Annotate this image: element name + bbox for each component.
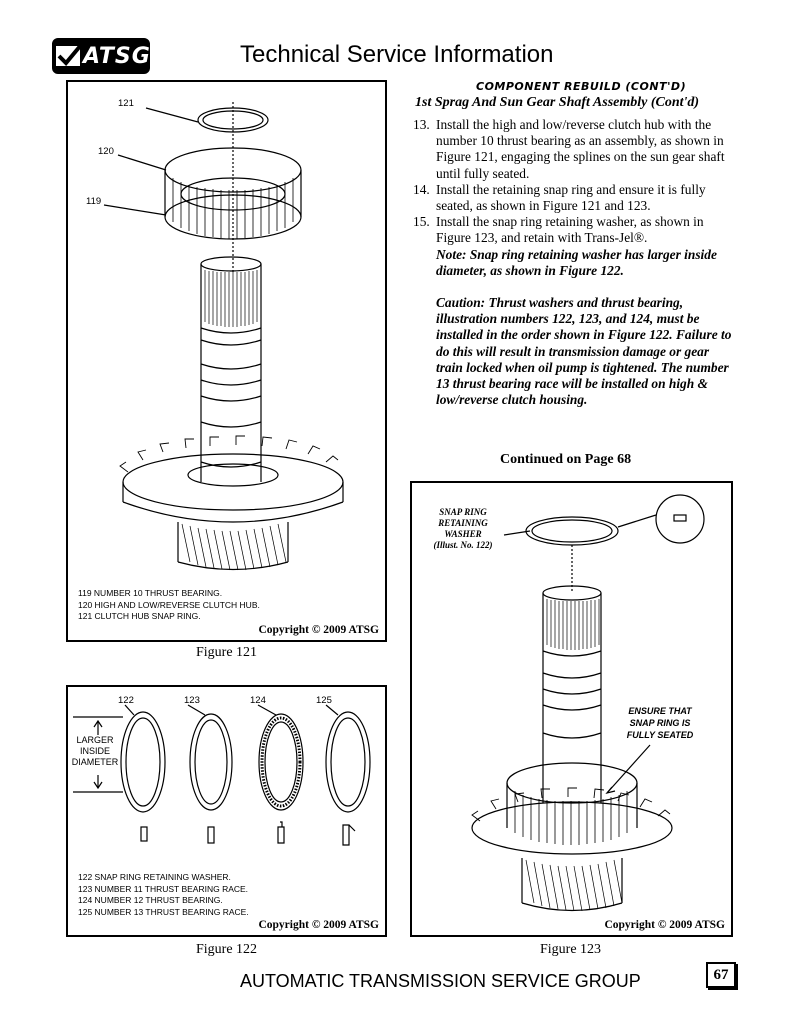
callout-121: 121: [118, 98, 134, 109]
copyright: Copyright © 2009 ATSG: [258, 919, 379, 931]
figure-123: [410, 481, 733, 937]
legend-item: 123 NUMBER 11 THRUST BEARING RACE.: [78, 883, 249, 894]
ensure-seated-label: ENSURE THAT SNAP RING IS FULLY SEATED: [626, 706, 694, 740]
legend-item: 124 NUMBER 12 THRUST BEARING.: [78, 895, 223, 905]
figure-121: [66, 80, 387, 642]
note-text: Note: Snap ring retaining washer has larger inside diameter, as shown in Figure 122.: [436, 246, 717, 278]
callout-122: 122: [118, 695, 134, 706]
atsg-logo: [52, 38, 150, 74]
callout-119: 119: [86, 196, 102, 207]
larger-inside-diameter-label: LARGER INSIDE DIAMETER: [71, 735, 119, 767]
callout-123: 123: [184, 695, 200, 706]
logo-text: ATSG: [83, 43, 151, 69]
figure-122: [66, 685, 387, 937]
legend-item: 119 NUMBER 10 THRUST BEARING.: [78, 588, 223, 598]
legend-item: 122 SNAP RING RETAINING WASHER.: [78, 872, 231, 882]
caution-text: Caution: Thrust washers and thrust bearing, illustration numbers 122, 123, and 124, must be installed in the order shown in Figure 122. Failure to do this will result in transmission damage or gear train locked when oil pump is tightened. The number 13 thrust bearing race will be installed on high & low/reverse clutch housing.: [436, 295, 732, 408]
legend-item: 125 NUMBER 13 THRUST BEARING RACE.: [78, 906, 249, 917]
step-15: 15. Install the snap ring retaining washer, as shown in Figure 123, and retain with Trans-Jel®.: [413, 214, 704, 246]
figure-122-caption: Figure 122: [196, 942, 258, 957]
callout-125: 125: [316, 695, 332, 706]
continued-text: Continued on Page 68: [500, 452, 632, 467]
figure-123-caption: Figure 123: [540, 942, 602, 957]
copyright: Copyright © 2009 ATSG: [258, 624, 379, 636]
callout-120: 120: [98, 146, 114, 157]
figure-122-legend: [78, 872, 249, 918]
copyright: Copyright © 2009 ATSG: [604, 919, 725, 931]
checkmark-icon: [55, 41, 83, 71]
section-heading: COMPONENT REBUILD (CONT'D): [476, 80, 687, 93]
instruction-steps: [413, 117, 733, 408]
legend-item: 120 HIGH AND LOW/REVERSE CLUTCH HUB.: [78, 599, 260, 610]
step-13: 13. Install the high and low/reverse clutch hub with the number 10 thrust bearing as an assembly, as shown in Figure 121, engaging the splines on the sun gear shaft until fully seated.: [413, 117, 725, 181]
section-subheading: 1st Sprag And Sun Gear Shaft Assembly (Cont'd): [415, 95, 700, 110]
clutch-hub-assembly-illustration: [68, 82, 385, 640]
callout-124: 124: [250, 695, 266, 706]
page-title: Technical Service Information: [240, 41, 554, 68]
snap-ring-washer-label: SNAP RING RETAINING WASHER (Illust. No. 122): [433, 507, 493, 550]
figure-121-caption: Figure 121: [196, 645, 258, 660]
page-number: 67: [706, 962, 736, 988]
step-14: 14. Install the retaining snap ring and ensure it is fully seated, as shown in Figure 121 and 123.: [413, 181, 706, 214]
footer-text: AUTOMATIC TRANSMISSION SERVICE GROUP: [240, 971, 641, 991]
legend-item: 121 CLUTCH HUB SNAP RING.: [78, 611, 201, 621]
figure-121-legend: [78, 588, 260, 623]
